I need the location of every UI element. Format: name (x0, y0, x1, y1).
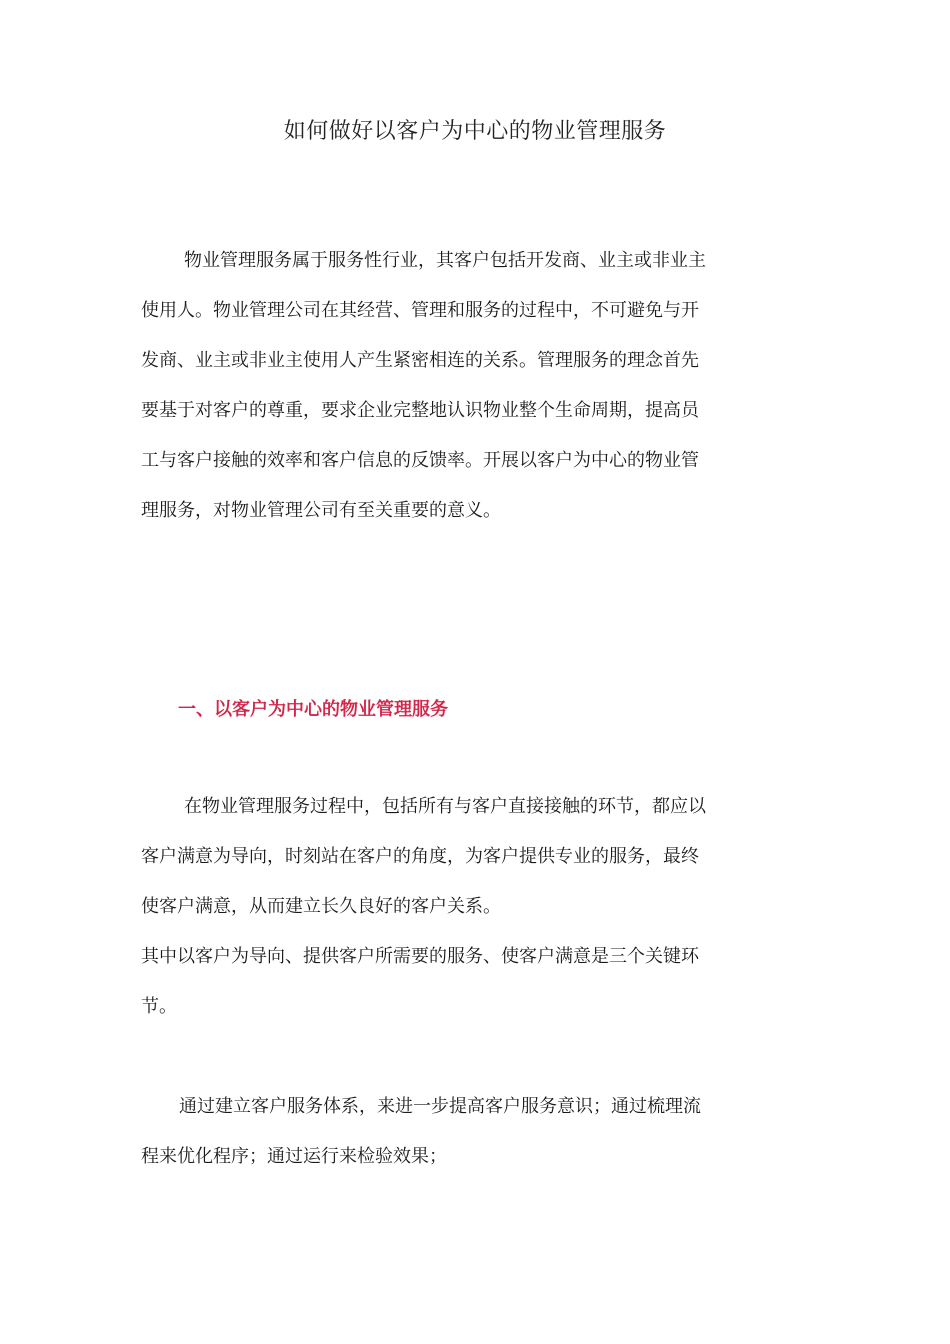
document-title: 如何做好以客户为中心的物业管理服务 (283, 119, 667, 144)
paragraph-line: 客户满意为导向，时刻站在客户的角度，为客户提供专业的服务，最终 (141, 846, 699, 867)
section-paragraph (141, 782, 801, 1032)
paragraph-line: 使用人。物业管理公司在其经营、管理和服务的过程中，不可避免与开 (141, 300, 699, 321)
paragraph-line: 物业管理服务属于服务性行业，其客户包括开发商、业主或非业主 (184, 250, 706, 271)
paragraph-line: 程来优化程序；通过运行来检验效果； (141, 1146, 447, 1167)
section-heading: 一、以客户为中心的物业管理服务 (178, 699, 448, 720)
paragraph-line: 要基于对客户的尊重，要求企业完整地认识物业整个生命周期，提高员 (141, 400, 699, 421)
paragraph-line: 使客户满意，从而建立长久良好的客户关系。 (141, 896, 501, 917)
paragraph-line: 工与客户接触的效率和客户信息的反馈率。开展以客户为中心的物业管 (141, 450, 699, 471)
paragraph-line: 节。 (141, 996, 177, 1017)
paragraph-line: 其中以客户为导向、提供客户所需要的服务、使客户满意是三个关键环 (141, 946, 699, 967)
section-paragraph (141, 1082, 801, 1182)
intro-paragraph (141, 236, 801, 536)
paragraph-line: 通过建立客户服务体系，来进一步提高客户服务意识；通过梳理流 (179, 1096, 701, 1117)
paragraph-line: 发商、业主或非业主使用人产生紧密相连的关系。管理服务的理念首先 (141, 350, 699, 371)
paragraph-line: 理服务，对物业管理公司有至关重要的意义。 (141, 500, 501, 521)
paragraph-line: 在物业管理服务过程中，包括所有与客户直接接触的环节，都应以 (184, 796, 706, 817)
